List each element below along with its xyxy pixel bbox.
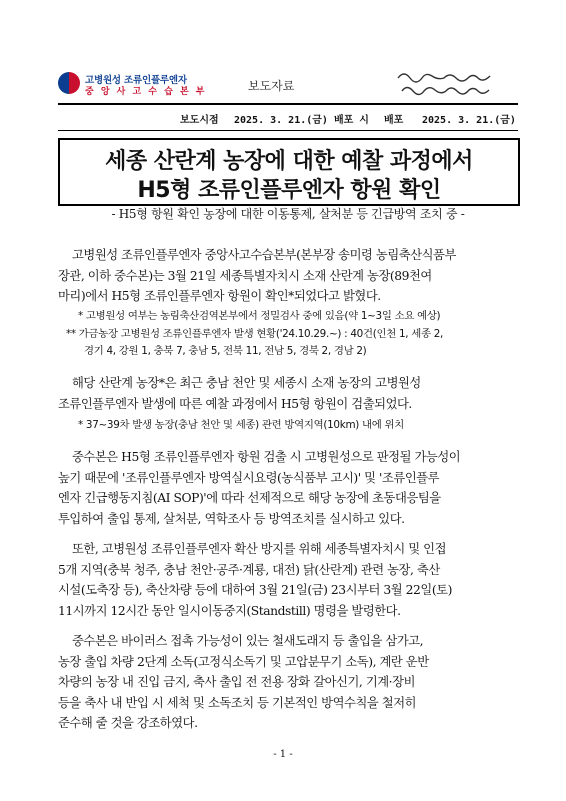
headline-box bbox=[58, 138, 520, 206]
paragraph-line: 중수본은 H5형 조류인플루엔자 항원 검출 시 고병원성으로 판정될 가능성이 bbox=[72, 450, 461, 464]
government-slogan-logo bbox=[394, 66, 514, 96]
taegeuk-emblem-icon bbox=[58, 72, 80, 94]
paragraph-line: 시설(도축장 등), 축산차량 등에 대하여 3월 21일(금) 23시부터 3월 22일(토) bbox=[58, 583, 452, 597]
subheadline: - H5형 항원 확인 농장에 대한 이동통제, 살처분 등 긴급방역 조치 중 - bbox=[111, 207, 465, 221]
distribution-label: 배포 bbox=[384, 115, 404, 126]
paragraph-line: 투입하여 출입 통제, 살처분, 역학조사 등 방역조치를 실시하고 있다. bbox=[58, 511, 405, 526]
paragraph-line: 또한, 고병원성 조류인플루엔자 확산 방지를 위해 세종특별자치시 및 인접 bbox=[72, 542, 446, 556]
paragraph-line: 5개 지역(충북 청주, 충남 천안·공주·계룡, 대전) 닭(산란계) 관련 농장, 축산 bbox=[58, 562, 440, 577]
release-time-label: 보도시점 bbox=[180, 115, 219, 126]
paragraph-line: 준수해 줄 것을 강조하였다. bbox=[58, 716, 198, 730]
page-number: - 1 - bbox=[273, 749, 293, 760]
paragraph-line: 등을 축사 내 반입 시 세척 및 소독조치 등 기본적인 방역수칙을 철저히 bbox=[58, 695, 417, 710]
paragraph-line: 조류인플루엔자 발생에 따른 예찰 과정에서 H5형 항원이 검출되었다. bbox=[58, 396, 412, 411]
headline-line-1: 세종 산란계 농장에 대한 예찰 과정에서 bbox=[105, 149, 473, 174]
paragraph-line: 해당 산란계 농장*은 최근 충남 천안 및 세종시 소재 농장의 고병원성 bbox=[72, 376, 421, 390]
paragraph-1 bbox=[58, 245, 518, 307]
headline-line-2: H5형 조류인플루엔자 항원 확인 bbox=[137, 178, 441, 203]
paragraph-2 bbox=[58, 373, 518, 414]
paragraph-4 bbox=[58, 539, 518, 621]
paragraph-line: 엔자 긴급행동지침(AI SOP)'에 따라 선제적으로 해당 농장에 초동대응팀을 bbox=[58, 491, 441, 505]
paragraph-line: 장관, 이하 중수본)는 3월 21일 세종특별자치시 소재 산란계 농장(89천여 bbox=[58, 268, 432, 283]
release-time-value: 2025. 3. 21.(금) 배포 시 bbox=[234, 115, 369, 126]
document-type-label: 보도자료 bbox=[248, 79, 295, 93]
footnote-2: ** 가금농장 고병원성 조류인플루엔자 발생 현황('24.10.29.~) : 40건(인천 1, 세종 2, bbox=[66, 328, 444, 340]
paragraph-line: 고병원성 조류인플루엔자 중앙사고수습본부(본부장 송미령 농림축산식품부 bbox=[72, 248, 456, 262]
paragraph-line: 차량의 농장 내 진입 금지, 축사 출입 전 전용 장화 갈아신기, 기계·장비 bbox=[58, 675, 416, 689]
org-name: 고병원성 조류인플루엔자 bbox=[85, 75, 187, 86]
footnote-2-cont: 경기 4, 강원 1, 충북 7, 충남 5, 전북 11, 전남 5, 경북 2, 경남 2) bbox=[84, 345, 367, 357]
release-rule bbox=[58, 130, 518, 131]
distribution-value: 2025. 3. 21.(금) bbox=[422, 115, 516, 126]
document-header bbox=[58, 64, 518, 100]
footnote-1: * 고병원성 여부는 농림축산검역본부에서 정밀검사 중에 있음(약 1~3일 소요 예상) bbox=[78, 310, 441, 322]
ministry-logo bbox=[58, 70, 238, 98]
paragraph-line: 마리)에서 H5형 조류인플루엔자 항원이 확인*되었다고 밝혔다. bbox=[58, 289, 381, 303]
paragraph-line: 높기 때문에 '조류인플루엔자 방역실시요령(농식품부 고시)' 및 '조류인플루 bbox=[58, 470, 440, 485]
paragraph-3 bbox=[58, 447, 518, 529]
paragraph-line: 농장 출입 차량 2단계 소독(고정식소독기 및 고압분무기 소독), 계란 운반 bbox=[58, 654, 429, 669]
paragraph-line: 중수본은 바이러스 접촉 가능성이 있는 철새도래지 등 출입을 삼가고, bbox=[72, 634, 424, 648]
org-subname: 중 앙 사 고 수 습 본 부 bbox=[85, 87, 207, 97]
header-rule bbox=[58, 103, 518, 105]
footnote-3: * 37~39차 발생 농장(충남 천안 및 세종) 관련 방역지역(10km) 내에 위치 bbox=[78, 419, 404, 431]
paragraph-line: 11시까지 12시간 동안 일시이동중지(Standstill) 명령을 발령한다. bbox=[58, 603, 401, 618]
paragraph-5 bbox=[58, 631, 518, 734]
